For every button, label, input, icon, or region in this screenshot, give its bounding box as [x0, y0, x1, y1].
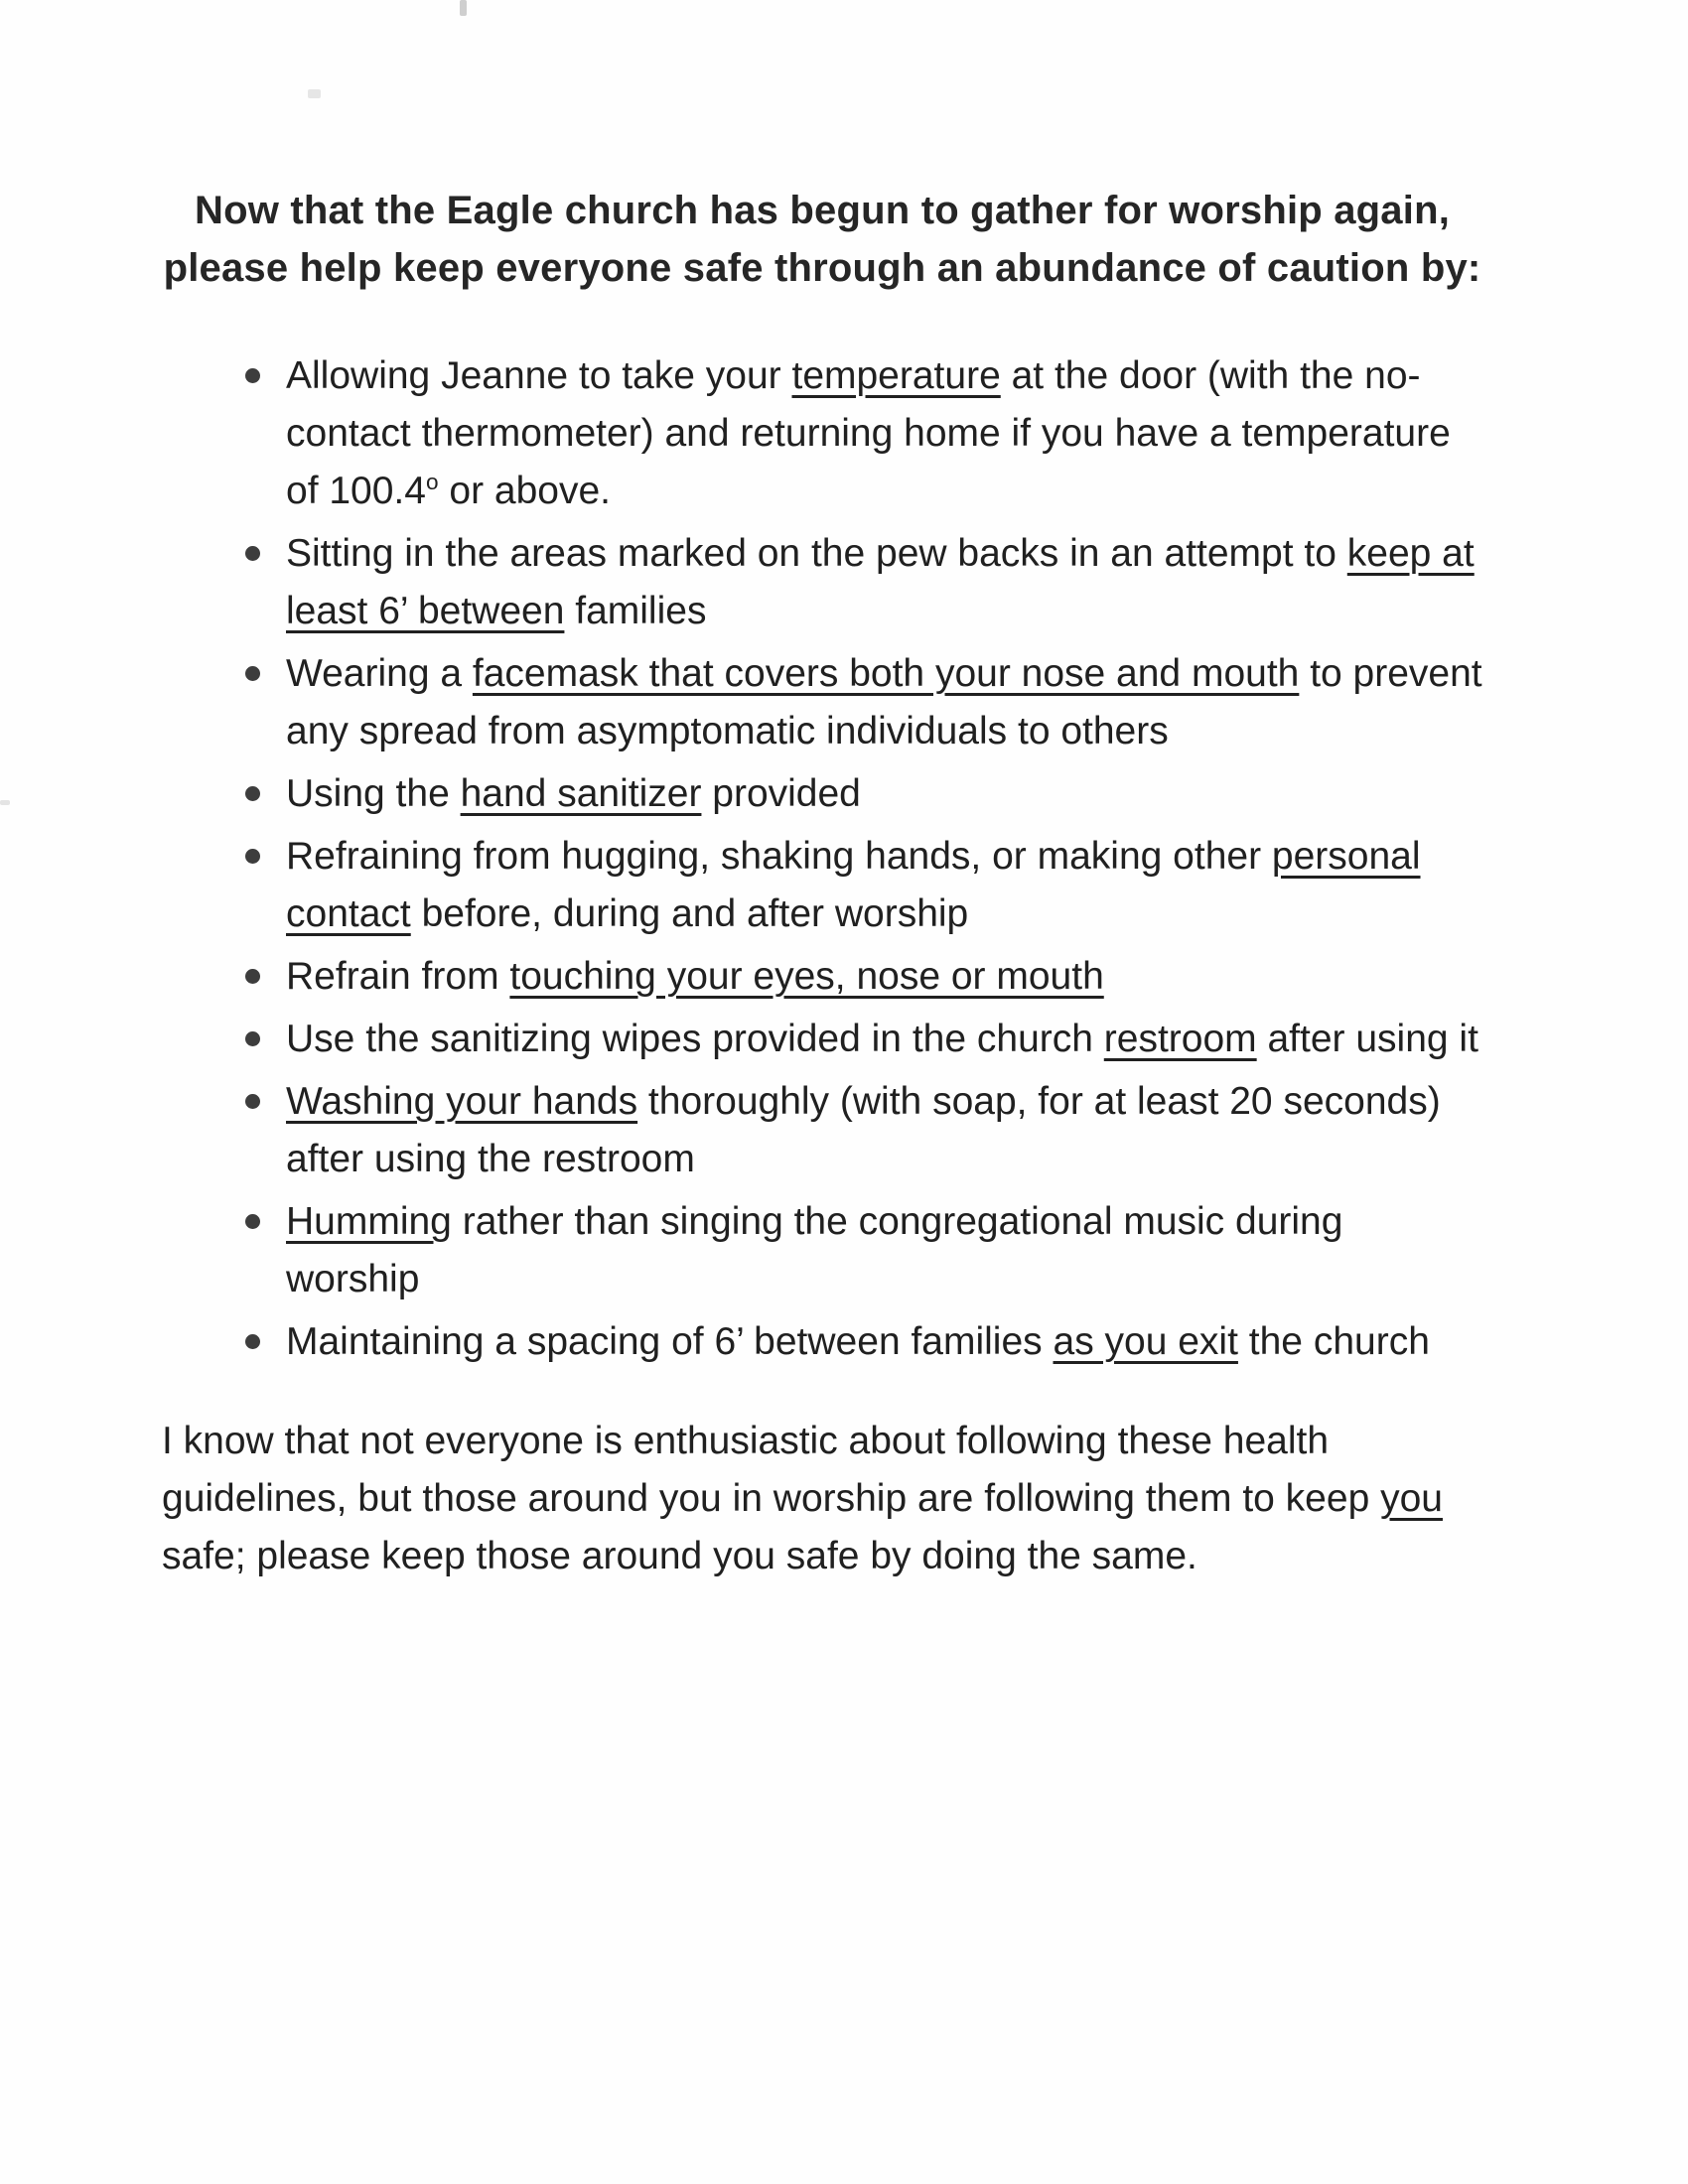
text-segment: Sitting in the areas marked on the pew backs in an attempt to	[286, 532, 1347, 575]
bullet-dot-icon	[245, 1094, 260, 1109]
scan-artifact	[0, 800, 10, 805]
text-segment: or above.	[438, 470, 611, 512]
text-segment: Wearing a	[286, 652, 473, 695]
guideline-text	[286, 532, 1475, 632]
underlined-text: facemask that covers both your nose and mouth	[472, 652, 1300, 695]
text-segment: Use the sanitizing wipes provided in the church	[286, 1018, 1104, 1060]
text-segment: before, during and after worship	[410, 892, 969, 935]
guideline-item	[162, 1313, 1482, 1371]
scan-artifact	[308, 89, 321, 98]
bullet-dot-icon	[245, 368, 260, 383]
underlined-text: keep at least 6’ between	[286, 532, 1475, 632]
text-segment: Maintaining a spacing of 6’ between families	[286, 1320, 1054, 1363]
underlined-text: temperature	[791, 354, 1001, 397]
guideline-item	[162, 1193, 1482, 1308]
text-segment: o	[425, 470, 439, 494]
bullet-dot-icon	[245, 969, 260, 984]
guideline-text	[286, 652, 1482, 752]
bullet-dot-icon	[245, 786, 260, 801]
guideline-item	[162, 347, 1482, 520]
underlined-text: Humming	[286, 1200, 452, 1243]
guideline-item	[162, 828, 1482, 943]
guideline-text	[286, 772, 861, 815]
text-segment: safe; please keep those around you safe by doing the same.	[162, 1535, 1197, 1577]
text-segment: the church	[1237, 1320, 1430, 1363]
text-segment: families	[564, 590, 707, 632]
guideline-item	[162, 525, 1482, 640]
text-segment: Refraining from hugging, shaking hands, or making other	[286, 835, 1272, 878]
text-segment: Refrain from	[286, 955, 510, 998]
bullet-dot-icon	[245, 546, 260, 561]
underlined-text: you	[1380, 1477, 1443, 1520]
guideline-text	[286, 1018, 1478, 1060]
document-heading: Now that the Eagle church has begun to gather for worship again, please help keep everyone safe through an abundance of caution by:	[163, 189, 1481, 290]
guideline-text	[286, 1080, 1441, 1180]
text-segment: provided	[701, 772, 861, 815]
text-segment: I know that not everyone is enthusiastic about following these health guidelines, but those around you in worship are following them to keep	[162, 1420, 1381, 1520]
bullet-dot-icon	[245, 849, 260, 864]
bullet-dot-icon	[245, 1214, 260, 1229]
closing-paragraph	[162, 1413, 1482, 1585]
guideline-item	[162, 1073, 1482, 1188]
guideline-item	[162, 948, 1482, 1006]
guideline-item	[162, 765, 1482, 823]
bullet-dot-icon	[245, 666, 260, 681]
text-segment: Allowing Jeanne to take your	[286, 354, 792, 397]
guideline-text	[286, 955, 1104, 998]
guideline-text	[286, 1200, 1342, 1300]
scan-artifact	[460, 0, 467, 16]
guideline-text	[286, 354, 1451, 512]
guidelines-list	[162, 347, 1482, 1371]
text-segment: to prevent any spread from asymptomatic individuals to others	[286, 652, 1482, 752]
text-segment: Using the	[286, 772, 461, 815]
text-segment: rather than singing the congregational music during worship	[286, 1200, 1343, 1300]
underlined-text: personal contact	[286, 835, 1421, 935]
text-segment: after using it	[1256, 1018, 1478, 1060]
bullet-dot-icon	[245, 1334, 260, 1349]
underlined-text: touching your eyes, nose or mouth	[509, 955, 1104, 998]
guideline-text	[286, 835, 1421, 935]
guideline-item	[162, 645, 1482, 760]
text-segment: thoroughly (with soap, for at least 20 seconds) after using the restroom	[286, 1080, 1441, 1180]
document-content	[162, 182, 1482, 1585]
underlined-text: as you exit	[1053, 1320, 1238, 1363]
underlined-text: hand sanitizer	[460, 772, 702, 815]
text-segment: at the door (with the no-contact thermometer) and returning home if you have a temperature of 100.4	[286, 354, 1451, 512]
underlined-text: restroom	[1103, 1018, 1257, 1060]
guideline-item	[162, 1011, 1482, 1068]
bullet-dot-icon	[245, 1031, 260, 1046]
guideline-text	[286, 1320, 1430, 1363]
underlined-text: Washing your hands	[286, 1080, 638, 1123]
